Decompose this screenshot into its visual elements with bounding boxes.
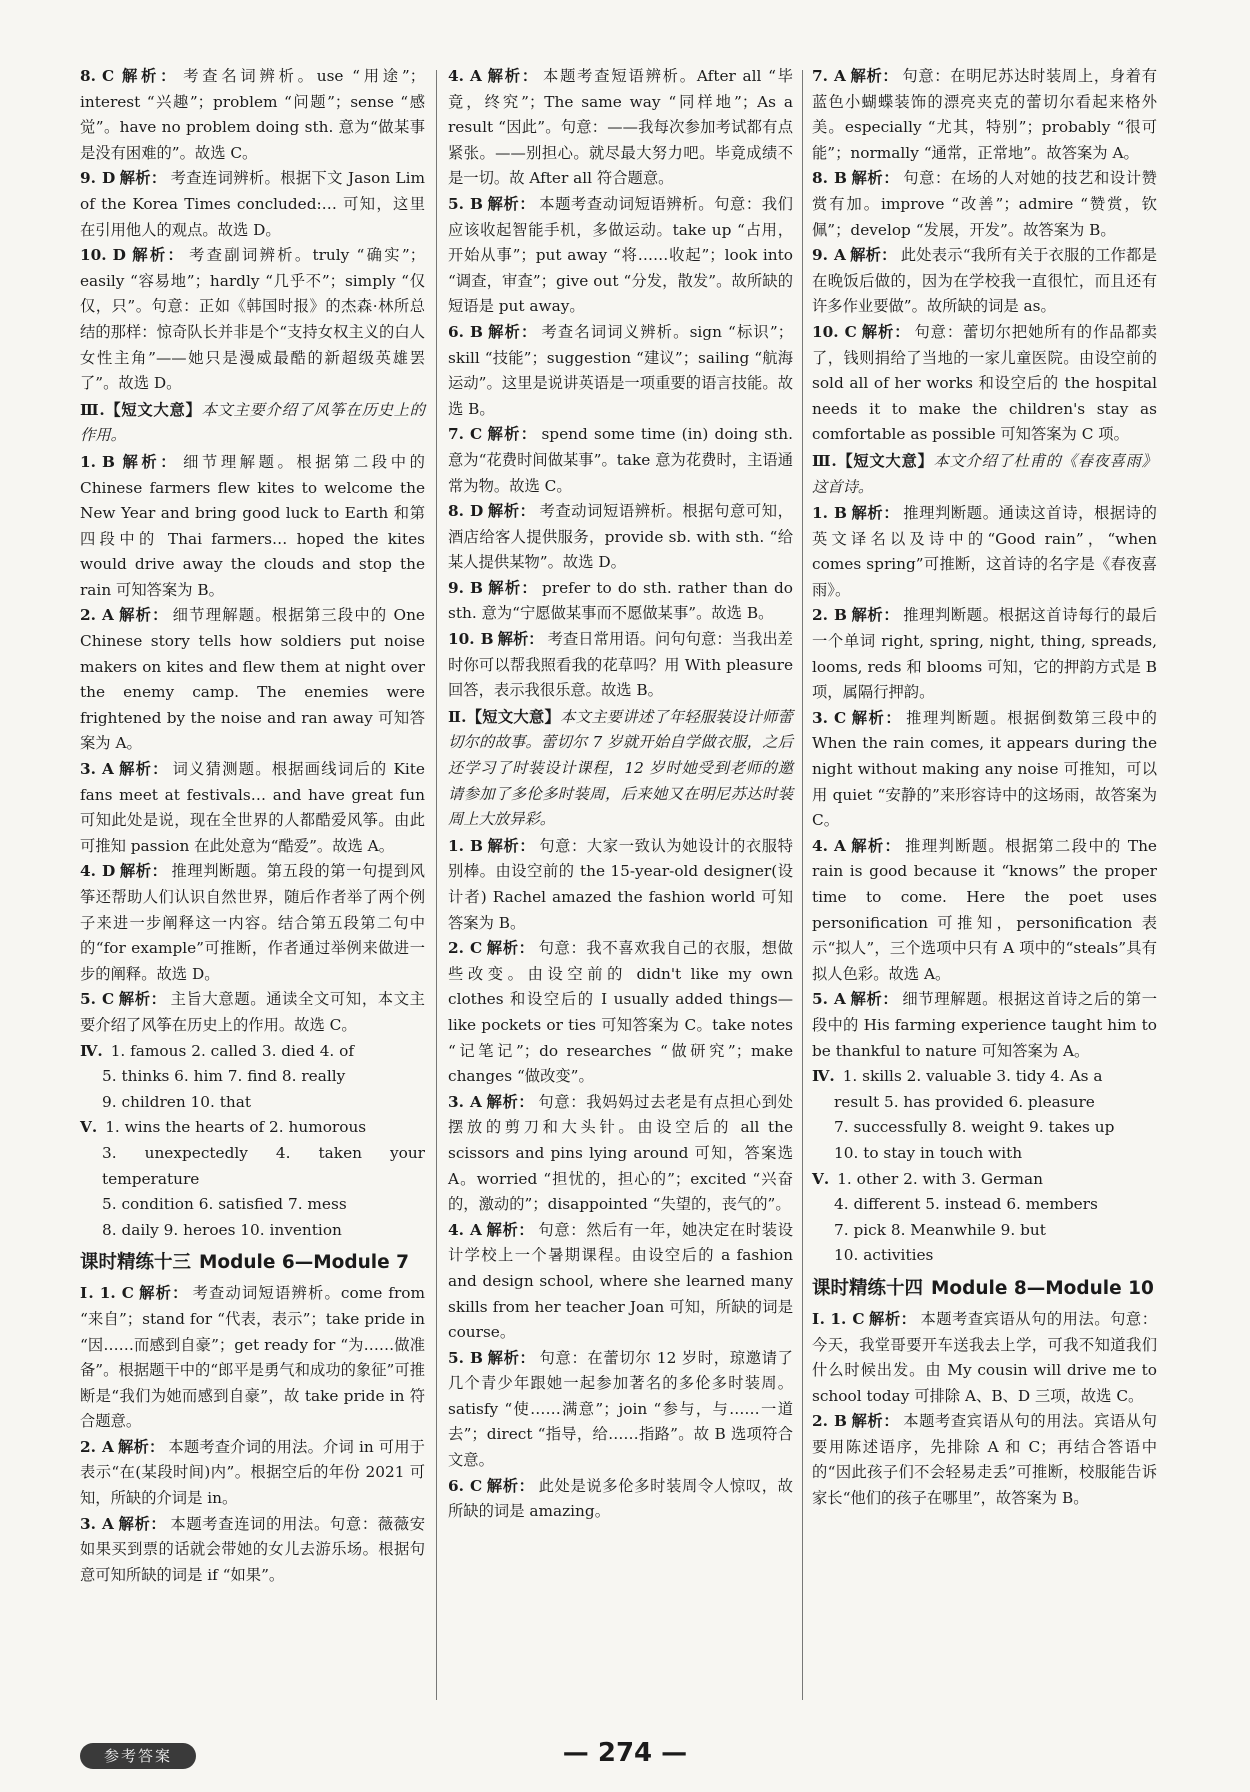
section-roman: Ⅰ.	[812, 1309, 825, 1328]
answer-entry	[80, 1512, 425, 1589]
analysis-label: 解析：	[849, 836, 902, 855]
answer-entry	[448, 936, 793, 1090]
answer-letter: A	[101, 1514, 114, 1533]
analysis-label: 解析：	[850, 708, 903, 727]
fill-in-text: 3. unexpectedly 4. taken your temperature	[102, 1143, 425, 1188]
analysis-label: 解析：	[485, 67, 539, 85]
summary-text: 本文介绍了杜甫的《春夜喜雨》这首诗。	[812, 451, 1157, 496]
column-divider	[436, 70, 437, 1700]
analysis-label: 解析：	[849, 67, 899, 85]
fill-in-text: 7. successfully 8. weight 9. takes up	[834, 1118, 1115, 1137]
fill-in-text: 8. daily 9. heroes 10. invention	[102, 1220, 342, 1239]
fill-in-text: 10. to stay in touch with	[834, 1143, 1023, 1162]
fill-in-text: 9. children 10. that	[102, 1092, 251, 1111]
fill-in-line	[80, 1141, 425, 1192]
answer-letter: A	[833, 990, 846, 1009]
lesson-heading	[812, 1273, 1157, 1305]
analysis-text: 词义猜测题。根据画线词后的 Kite fans meet at festivals… and have great fun 可知此处是说，现在全世界的人都酷爱风筝。由此可推知 passion 在此处意为“酷爱”。故选 A。	[80, 760, 425, 855]
answer-letter: A	[469, 1220, 482, 1239]
fill-in-text: 5. condition 6. satisfied 7. mess	[102, 1195, 347, 1214]
answer-letter: A	[833, 67, 846, 85]
question-number: 2.	[448, 939, 464, 958]
answer-entry	[812, 603, 1157, 705]
analysis-label: 解析：	[118, 990, 167, 1009]
analysis-text: 推理判断题。根据这首诗每行的最后一个单词 right, spring, night, thing, spreads, looms, reds 和 blooms 可知，它的押韵方式是 B 项，属隔行押韵。	[812, 606, 1157, 702]
answer-letter: B	[469, 194, 483, 213]
fill-in-line	[812, 1064, 1157, 1090]
lesson-title: 课时精练十四	[812, 1277, 924, 1299]
question-number: 1.	[448, 836, 464, 855]
answer-letter: A	[833, 836, 846, 855]
answer-entry	[448, 627, 793, 704]
answer-letter: C	[101, 67, 115, 85]
analysis-text: 主旨大意题。通读全文可知，本文主要介绍了风筝在历史上的作用。故选 C。	[80, 990, 425, 1034]
analysis-text: 句意：我不喜欢我自己的衣服，想做些改变。由设空前的 didn't like my own clothes 和设空后的 I usually added things—like pockets or ties 可知答案为 C。take notes “记笔记”；do researches “做研究”；make changes “做改变”。	[448, 939, 793, 1086]
analysis-text: 句意：在场的人对她的技艺和设计赞赏有加。improve “改善”；admire “赞赏，钦佩”；develop “发展，开发”。故答案为 B。	[812, 169, 1157, 239]
analysis-text: 推理判断题。第五段的第一句提到风筝还帮助人们认识自然世界，随后作者举了两个例子来进一步阐释这一内容。结合第五段第二句中的“for example”可推断，作者通过举例来做进一步的阐释。故选 D。	[80, 862, 425, 983]
fill-in-answers	[812, 1064, 1157, 1166]
analysis-text: 考查动词短语辨析。根据句意可知，酒店给客人提供服务，provide sb. with sth. “给某人提供某物”。故选 D。	[448, 502, 793, 572]
answer-letter: D	[101, 169, 116, 188]
analysis-label: 解析：	[486, 1348, 536, 1367]
answer-entry	[80, 166, 425, 243]
fill-in-text: result 5. has provided 6. pleasure	[834, 1092, 1095, 1111]
answer-entry	[80, 1435, 425, 1512]
question-number: 1.	[80, 452, 96, 471]
question-number: 2.	[80, 606, 96, 625]
answer-entry	[448, 499, 793, 576]
analysis-text: 本题考查介词的用法。介词 in 可用于表示“在(某段时间)内”。根据空后的年份 2021 可知，所缺的介词是 in。	[80, 1437, 425, 1508]
analysis-label: 解析：	[118, 67, 180, 85]
answer-entry	[812, 166, 1157, 243]
analysis-text: 此处表示“我所有关于衣服的工作都是在晚饭后做的，因为在学校我一直很忙，而且还有许多作业要做”。故所缺的词是 as。	[812, 246, 1157, 316]
fill-in-answers	[80, 1039, 425, 1116]
answer-entry	[448, 1346, 793, 1474]
analysis-text: 本题考查动词短语辨析。句意：我们应该收起智能手机，多做运动。take up “占用，开始从事”；put away “将……收起”；look into “调查，审查”；give out “分发，散发”。故所缺的短语是 put away。	[448, 194, 793, 316]
analysis-text: 细节理解题。根据第二段中的 Chinese farmers flew kites to welcome the New Year and bring good luck to Earth 和第四段中的 Thai farmers… hoped the kites would drive away the clouds and stop the rain 可知答案为 B。	[80, 452, 425, 599]
answer-entry	[448, 64, 793, 192]
answer-entry	[812, 706, 1157, 834]
question-number: 1.	[830, 1309, 847, 1328]
analysis-text: 此处是说多伦多时装周令人惊叹，故所缺的词是 amazing。	[448, 1476, 793, 1521]
answer-entry	[448, 834, 793, 936]
answer-letter: C	[469, 1476, 483, 1495]
reference-answer-badge: 参考答案	[80, 1743, 196, 1769]
answer-letter: C	[101, 990, 115, 1009]
analysis-text: 考查名词辨析。use “用途”；interest “兴趣”；problem “问题”；sense “感觉”。have no problem doing sth. 意为“做某事是没有困难的”。故选 C。	[80, 67, 425, 162]
summary-text: 本文主要介绍了风筝在历史上的作用。	[80, 400, 425, 445]
analysis-text: spend some time (in) doing sth. 意为“花费时间做某事”。take 意为花费时，主语通常为物。故选 C。	[448, 425, 793, 495]
answer-entry	[80, 243, 425, 397]
answer-letter: A	[101, 1437, 114, 1456]
analysis-label: 解析：	[486, 194, 536, 213]
answer-entry	[812, 320, 1157, 448]
answer-letter: B	[469, 1348, 483, 1367]
question-number: 2.	[812, 1412, 828, 1431]
analysis-label: 解析：	[850, 1412, 900, 1431]
answer-letter: B	[480, 630, 494, 649]
fill-in-text: 1. other 2. with 3. German	[837, 1169, 1043, 1188]
section-roman: Ⅴ.	[812, 1169, 830, 1188]
analysis-label: 解析：	[119, 169, 167, 188]
lesson-heading	[80, 1247, 425, 1279]
section-roman: Ⅱ.	[448, 707, 467, 726]
analysis-label: 解析：	[487, 502, 536, 521]
analysis-text: 推理判断题。通读这首诗，根据诗的英文译名以及诗中的“Good rain”，“when comes spring”可推断，这首诗的名字是《春夜喜雨》。	[812, 504, 1157, 599]
answer-letter: B	[833, 1412, 847, 1431]
analysis-text: 句意：大家一致认为她设计的衣服特别棒。由设空前的 the 15-year-old designer(设计者) Rachel amazed the fashion world 可知答案为 B。	[448, 836, 793, 932]
answer-letter: B	[833, 504, 847, 523]
answer-entry	[80, 987, 425, 1038]
analysis-label: 解析：	[497, 630, 544, 649]
analysis-text: 推理判断题。根据第二段中的 The rain is good because it “knows” the proper time to come. Here the poet uses personification 可推知，personification 表示“拟人”，三个选项中只有 A 项中的“steals”具有拟人色彩。故选 A。	[812, 836, 1157, 983]
fill-in-line	[80, 1218, 425, 1244]
answer-letter: C	[852, 1309, 865, 1328]
analysis-text: prefer to do sth. rather than do sth. 意为“宁愿做某事而不愿做某事”。故选 B。	[448, 578, 793, 623]
answer-letter: C	[469, 425, 483, 444]
question-number: 3.	[448, 1092, 464, 1111]
analysis-text: 本题考查宾语从句的用法。句意：今天，我堂哥要开车送我去上学，可我不知道我们什么时候出发。由 My cousin will drive me to school today 可排除 A、B、D 三项，故选 C。	[812, 1309, 1157, 1405]
fill-in-line	[812, 1218, 1157, 1244]
question-number: 8.	[812, 169, 828, 188]
answer-letter: C	[844, 322, 857, 341]
question-number: 3.	[812, 708, 828, 727]
question-number: 4.	[80, 862, 96, 881]
analysis-text: 考查名词词义辨析。sign “标识”；skill “技能”；suggestion “建议”；sailing “航海运动”。这里是说讲英语是一项重要的语言技能。故选 B。	[448, 322, 793, 418]
analysis-label: 解析：	[117, 1514, 167, 1533]
question-number: 5.	[448, 194, 464, 213]
fill-in-line	[812, 1115, 1157, 1141]
analysis-text: 本题考查短语辨析。After all “毕竟，终究”；The same way “同样地”；As a result “因此”。句意：——我每次参加考试都有点紧张。——别担心。就尽最大努力吧。毕竟成绩不是一切。故 After all 符合题意。	[448, 67, 793, 188]
analysis-label: 解析：	[486, 1476, 535, 1495]
answer-entry	[812, 987, 1157, 1064]
column-middle	[448, 64, 793, 1525]
analysis-label: 解析：	[117, 1437, 165, 1456]
passage-summary	[448, 705, 793, 833]
section-roman: Ⅲ.	[80, 400, 105, 419]
analysis-text: 考查副词辨析。truly “确实”；easily “容易地”；hardly “几乎不”；simply “仅仅，只”。句意：正如《韩国时报》的杰森·林所总结的那样：惊奇队长并非是个“支持女权主义的白人女性主角”——她只是漫威最酷的新超级英雄罢了”。故选 D。	[80, 246, 425, 393]
answer-letter: B	[101, 452, 115, 471]
fill-in-line	[812, 1167, 1157, 1193]
answer-letter: C	[833, 708, 847, 727]
answer-entry	[80, 64, 425, 166]
fill-in-text: 10. activities	[834, 1246, 934, 1265]
summary-heading: 【短文大意】	[836, 451, 934, 470]
fill-in-text: 7. pick 8. Meanwhile 9. but	[834, 1220, 1046, 1239]
analysis-label: 解析：	[860, 322, 911, 341]
analysis-label: 解析：	[850, 606, 900, 625]
analysis-label: 解析：	[868, 1309, 917, 1328]
analysis-label: 解析：	[486, 939, 535, 958]
question-number: 1.	[99, 1284, 116, 1303]
fill-in-line	[812, 1243, 1157, 1269]
answer-entry	[812, 243, 1157, 320]
answer-entry	[812, 1307, 1157, 1409]
fill-in-line	[80, 1064, 425, 1090]
analysis-label: 解析：	[850, 504, 900, 523]
summary-text: 本文主要讲述了年轻服装设计师蕾切尔的故事。蕾切尔 7 岁就开始自学做衣服，之后还学习了时装设计课程，12 岁时她受到老师的邀请参加了多伦多时装周，后来她又在明尼苏达时装周上大放异彩。	[448, 707, 793, 829]
question-number: 9.	[448, 578, 464, 597]
answer-letter: D	[101, 862, 116, 881]
section-roman: Ⅰ.	[80, 1284, 94, 1303]
answer-entry	[80, 859, 425, 987]
analysis-text: 推理判断题。根据倒数第三段中的 When the rain comes, it appears during the night without making any noise 可推知，可以用 quiet “安静的”来形容诗中的这场雨，故答案为 C。	[812, 708, 1157, 830]
analysis-text: 考查动词短语辨析。come from “来自”；stand for “代表，表示”；take pride in “因……而感到自豪”；get ready for “为……做准备”。根据题干中的“郎平是勇气和成功的象征”可推断是“我们为她而感到自豪”，故 take pride in 符合题意。	[80, 1284, 425, 1431]
fill-in-line	[80, 1192, 425, 1218]
analysis-label: 解析：	[129, 246, 186, 265]
answer-entry	[448, 576, 793, 627]
answer-entry	[80, 603, 425, 757]
analysis-label: 解析：	[486, 836, 536, 855]
answer-letter: B	[469, 578, 483, 597]
question-number: 4.	[448, 1220, 464, 1239]
answer-letter: C	[469, 939, 483, 958]
answer-entry	[80, 757, 425, 859]
question-number: 3.	[80, 760, 96, 779]
question-number: 10.	[812, 322, 839, 341]
analysis-text: 本题考查宾语从句的用法。宾语从句要用陈述语序，先排除 A 和 C；再结合答语中的“因此孩子们不会轻易走丢”可推断，校服能告诉家长“他们的孩子在哪里”，故答案为 B。	[812, 1412, 1157, 1508]
answer-entry	[448, 1218, 793, 1346]
analysis-label: 解析：	[137, 1284, 189, 1303]
analysis-text: 句意：在蕾切尔 12 岁时，琼邀请了几个青少年跟她一起参加著名的多伦多时装周。satisfy “使……满意”；join “参与，与……一道去”；direct “指导，给……指路”。故 B 选项符合文意。	[448, 1348, 793, 1470]
answer-entry	[812, 64, 1157, 166]
column-right	[812, 64, 1157, 1512]
answer-entry	[448, 1474, 793, 1525]
analysis-text: 句意：蕾切尔把她所有的作品都卖了，钱则捐给了当地的一家儿童医院。由设空前的 sold all of her works 和设空后的 the hospital needs it to make the children's stay as comfortable as possible 可知答案为 C 项。	[812, 322, 1157, 444]
fill-in-line	[80, 1115, 425, 1141]
analysis-text: 考查日常用语。问句句意：当我出差时你可以帮我照看我的花草吗？用 With pleasure 回答，表示我很乐意。故选 B。	[448, 630, 793, 700]
fill-in-text: 1. wins the hearts of 2. humorous	[105, 1118, 367, 1137]
fill-in-line	[812, 1141, 1157, 1167]
answer-letter: A	[101, 606, 114, 625]
fill-in-line	[812, 1192, 1157, 1218]
question-number: 6.	[448, 1476, 464, 1495]
fill-in-text: 5. thinks 6. him 7. find 8. really	[102, 1067, 346, 1086]
section-roman: Ⅴ.	[80, 1118, 98, 1137]
answer-letter: B	[833, 169, 847, 188]
analysis-text: 细节理解题。根据这首诗之后的第一段中的 His farming experience taught him to be thankful to nature 可知答案为 A。	[812, 990, 1157, 1060]
question-number: 9.	[80, 169, 96, 188]
analysis-label: 解析：	[486, 578, 539, 597]
summary-heading: 【短文大意】	[466, 707, 561, 726]
question-number: 4.	[448, 67, 464, 85]
question-number: 10.	[80, 246, 107, 265]
answer-entry	[448, 192, 793, 320]
answer-entry	[812, 1409, 1157, 1511]
column-left	[80, 64, 425, 1588]
answer-letter: B	[469, 836, 483, 855]
analysis-text: 句意：然后有一年，她决定在时装设计学校上一个暑期课程。由设空后的 a fashion and design school, where she learned many skills from her teacher Joan 可知，所缺的词是 course。	[448, 1220, 793, 1342]
analysis-label: 解析：	[118, 452, 180, 471]
question-number: 8.	[80, 67, 96, 85]
analysis-label: 解析：	[485, 1092, 535, 1111]
lesson-title: 课时精练十三	[80, 1252, 192, 1274]
question-number: 9.	[812, 246, 828, 265]
lesson-module: Module 8—Module 10	[931, 1277, 1154, 1299]
summary-heading: 【短文大意】	[104, 400, 202, 419]
answer-letter: D	[112, 246, 126, 265]
fill-in-answers	[80, 1115, 425, 1243]
answer-entry	[448, 320, 793, 422]
question-number: 2.	[812, 606, 828, 625]
lesson-module: Module 6—Module 7	[199, 1252, 409, 1274]
answer-letter: B	[833, 606, 847, 625]
analysis-label: 解析：	[117, 760, 169, 779]
question-number: 5.	[448, 1348, 464, 1367]
fill-in-text: 4. different 5. instead 6. members	[834, 1195, 1098, 1214]
question-number: 5.	[80, 990, 96, 1009]
analysis-text: 句意：我妈妈过去老是有点担心到处摆放的剪刀和大头针。由设空后的 all the scissors and pins lying around 可知，答案选 A。worried “担忧的，担心的”；excited “兴奋的，激动的”；disappointed “失望的，丧气的”。	[448, 1092, 793, 1214]
question-number: 7.	[448, 425, 464, 444]
question-number: 1.	[812, 504, 828, 523]
question-number: 6.	[448, 322, 464, 341]
fill-in-line	[812, 1090, 1157, 1116]
analysis-text: 细节理解题。根据第三段中的 One Chinese story tells how soldiers put noise makers on kites and flew them at night over the enemy camp. The enemies were frightened by the noise and ran away 可知答案为 A。	[80, 606, 425, 753]
question-number: 10.	[448, 630, 475, 649]
question-number: 8.	[448, 502, 464, 521]
answer-letter: A	[833, 246, 846, 265]
question-number: 4.	[812, 836, 828, 855]
answer-entry	[80, 1281, 425, 1435]
analysis-label: 解析：	[485, 1220, 535, 1239]
analysis-text: 考查连词辨析。根据下文 Jason Lim of the Korea Times concluded:… 可知，这里在引用他人的观点。故选 D。	[80, 169, 425, 239]
answer-letter: C	[121, 1284, 134, 1303]
answer-letter: A	[101, 760, 114, 779]
passage-summary	[80, 398, 425, 449]
analysis-text: 句意：在明尼苏达时装周上，身着有蓝色小蝴蝶装饰的漂亮夹克的蕾切尔看起来格外美。especially “尤其，特别”；probably “很可能”；normally “通常，正常地”。故答案为 A。	[812, 67, 1157, 162]
column-divider	[802, 70, 803, 1700]
question-number: 3.	[80, 1514, 96, 1533]
analysis-label: 解析：	[486, 425, 538, 444]
answer-letter: D	[469, 502, 484, 521]
answer-letter: A	[469, 67, 482, 85]
answer-entry	[80, 450, 425, 604]
question-number: 5.	[812, 990, 828, 1009]
answer-letter: A	[469, 1092, 482, 1111]
question-number: 2.	[80, 1437, 96, 1456]
question-number: 7.	[812, 67, 828, 85]
fill-in-line	[80, 1039, 425, 1065]
analysis-label: 解析：	[119, 862, 168, 881]
fill-in-text: 1. skills 2. valuable 3. tidy 4. As a	[842, 1067, 1103, 1086]
passage-summary	[812, 449, 1157, 500]
analysis-label: 解析：	[849, 990, 899, 1009]
answer-entry	[812, 501, 1157, 603]
answer-entry	[812, 834, 1157, 988]
page-number: — 274 —	[562, 1738, 688, 1768]
answer-entry	[448, 1090, 793, 1218]
fill-in-line	[80, 1090, 425, 1116]
answer-entry	[448, 422, 793, 499]
section-roman: Ⅲ.	[812, 451, 837, 470]
section-roman: Ⅳ.	[812, 1067, 835, 1086]
analysis-label: 解析：	[117, 606, 169, 625]
fill-in-answers	[812, 1167, 1157, 1269]
analysis-label: 解析：	[850, 169, 900, 188]
section-roman: Ⅳ.	[80, 1041, 103, 1060]
answer-letter: B	[469, 322, 483, 341]
analysis-label: 解析：	[849, 246, 897, 265]
analysis-label: 解析：	[486, 322, 538, 341]
analysis-text: 本题考查连词的用法。句意：薇薇安如果买到票的话就会带她的女儿去游乐场。根据句意可知所缺的词是 if “如果”。	[80, 1514, 425, 1584]
fill-in-text: 1. famous 2. called 3. died 4. of	[110, 1041, 355, 1060]
